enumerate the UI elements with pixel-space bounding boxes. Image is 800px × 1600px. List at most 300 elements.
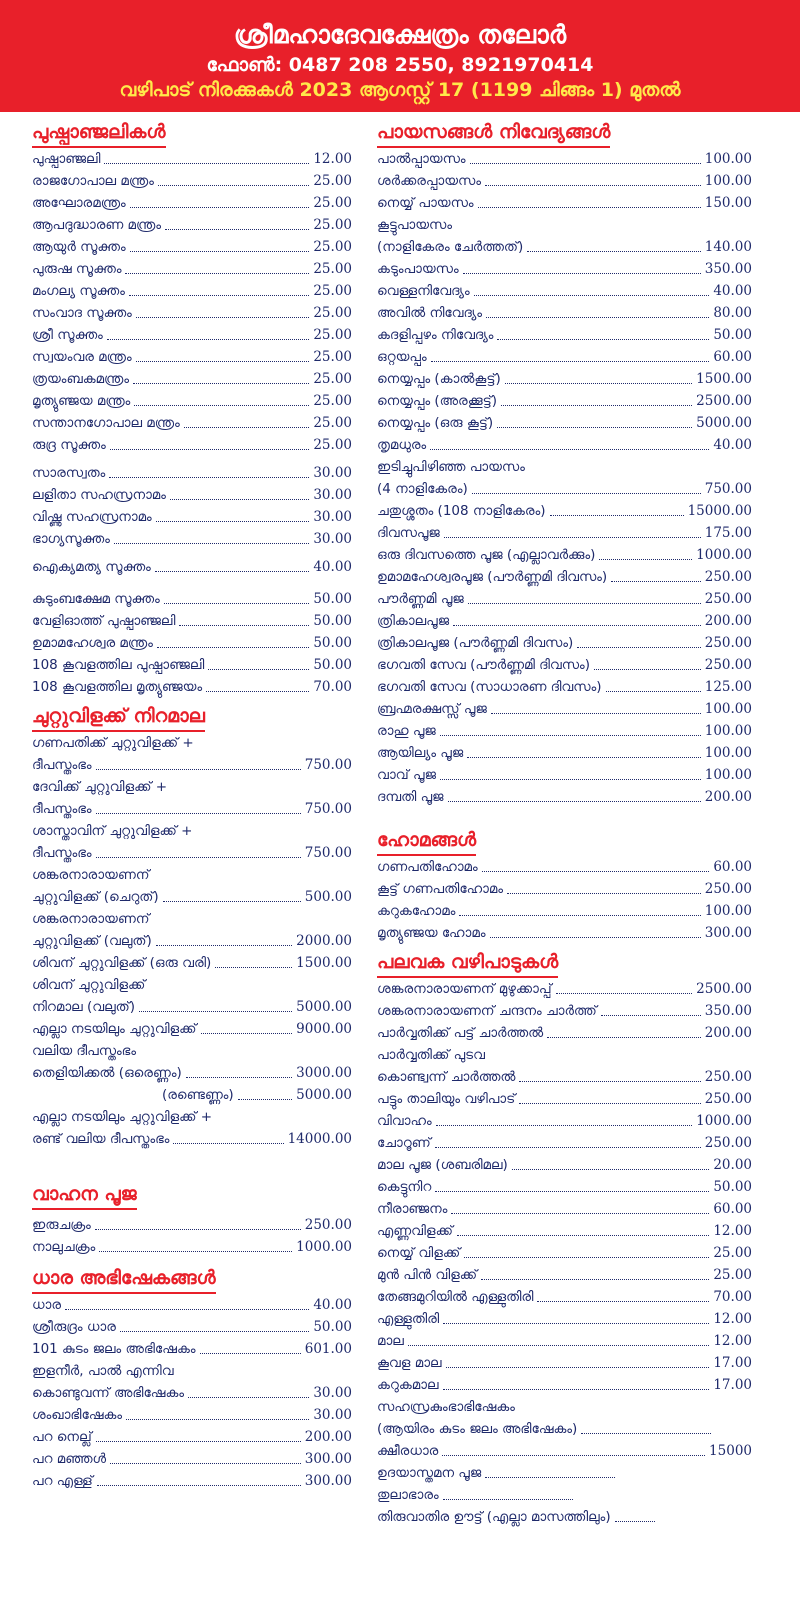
- price-row: [32, 146, 352, 168]
- item-label: ലളിതാ സഹസ്രനാമം: [32, 487, 166, 503]
- item-label: എണ്ണവിളക്ക്: [377, 1223, 453, 1239]
- item-price: 25.00: [313, 195, 352, 211]
- price-row: [377, 674, 752, 696]
- item-label: കറുകഹോമം: [377, 903, 456, 919]
- item-price: 30.00: [313, 465, 352, 481]
- item-price: 25.00: [313, 305, 352, 321]
- price-row: [377, 1020, 752, 1042]
- price-row: [32, 1292, 352, 1314]
- item-price: 750.00: [304, 757, 352, 773]
- item-line: [32, 972, 352, 994]
- item-price: 17.00: [713, 1377, 752, 1393]
- item-label: മൃത്യുഞ്ജയ മന്ത്രം: [32, 393, 131, 409]
- item-label: തേങ്ങമുറിയിൽ എള്ളുതിരി: [377, 1289, 534, 1305]
- item-label: കദളിപ്പഴം നിവേദ്യം: [377, 327, 494, 343]
- dot-leader: [512, 1169, 710, 1170]
- item-label: ഇടിച്ചുപിഴിഞ്ഞ പായസം: [377, 459, 525, 475]
- dot-leader: [519, 1081, 700, 1082]
- dot-leader: [114, 543, 309, 544]
- item-price: 1000.00: [296, 1239, 352, 1255]
- dot-leader: [201, 1033, 293, 1034]
- item-label: ചുറ്റുവിളക്ക് (വലുത്): [32, 933, 152, 949]
- item-price: 40.00: [313, 559, 352, 575]
- item-line: [32, 1358, 352, 1380]
- item-label: നെയ്യപ്പം (അരക്കൂട്ട്): [377, 393, 497, 409]
- item-line: [377, 1394, 752, 1416]
- item-price: 15000: [709, 1443, 752, 1459]
- item-label: ഉമാമഹേശ്വര മന്ത്രം: [32, 635, 153, 651]
- item-price: 25.00: [313, 239, 352, 255]
- item-label: വാവ് പൂജ: [377, 767, 436, 783]
- item-price: 250.00: [704, 591, 752, 607]
- dot-leader: [96, 857, 301, 858]
- item-price: 250.00: [304, 1217, 352, 1233]
- item-price: 350.00: [704, 1003, 752, 1019]
- price-row: [377, 1328, 752, 1350]
- dot-leader: [444, 537, 701, 538]
- dot-leader: [157, 647, 309, 648]
- item-label: ചതുശ്ശതം (108 നാളികേരം): [377, 503, 546, 519]
- item-price: 300.00: [304, 1451, 352, 1467]
- item-label: മംഗല്യ സൂക്തം: [32, 283, 125, 299]
- dot-leader: [129, 295, 309, 296]
- item-price: 12.00: [713, 1311, 752, 1327]
- item-price: 175.00: [704, 525, 752, 541]
- item-label: ദീപസ്തംഭം: [32, 801, 92, 817]
- price-row: [377, 976, 752, 998]
- item-label: ഇളനീർ, പാൽ എന്നിവ: [32, 1363, 174, 1379]
- item-label: ശ്രീ സൂക്തം: [32, 327, 103, 343]
- item-line: [32, 862, 352, 884]
- price-row: [377, 234, 752, 256]
- item-label: പൗർണ്ണമി പൂജ: [377, 591, 464, 607]
- item-label: മൃത്യുഞ്ജയ ഹോമം: [377, 925, 486, 941]
- dot-leader: [446, 1367, 710, 1368]
- price-row: [377, 1218, 752, 1240]
- item-label: നെയ്യ് വിളക്ക്: [377, 1245, 461, 1261]
- item-label: ഒറ്റയപ്പം: [377, 349, 427, 365]
- dot-leader: [186, 1077, 292, 1078]
- item-label: ദമ്പതി പൂജ: [377, 789, 444, 805]
- item-line: [32, 774, 352, 796]
- price-row: [32, 652, 352, 674]
- item-price: 25.00: [313, 349, 352, 365]
- item-price: 40.00: [713, 283, 752, 299]
- item-price: 12.00: [713, 1333, 752, 1349]
- dot-leader: [497, 339, 709, 340]
- price-row: [32, 928, 352, 950]
- dot-leader: [464, 1257, 709, 1258]
- price-row: [377, 1130, 752, 1152]
- price-row: [377, 608, 752, 630]
- dot-leader: [436, 1125, 693, 1126]
- price-row: [32, 1446, 352, 1468]
- item-price: 9000.00: [296, 1021, 352, 1037]
- item-label: ആയില്യം പൂജ: [377, 745, 464, 761]
- dot-leader: [463, 273, 701, 274]
- dot-leader: [173, 1143, 283, 1144]
- dot-leader: [179, 625, 309, 626]
- item-label: തെളിയിക്കൽ (ഒരെണ്ണം): [32, 1065, 182, 1081]
- item-label: മുൻ പിൻ വിളക്ക്: [377, 1267, 478, 1283]
- item-price: 250.00: [704, 1135, 752, 1151]
- dot-leader: [474, 295, 710, 296]
- price-row: [377, 1196, 752, 1218]
- price-row: [377, 1152, 752, 1174]
- item-label: വിവാഹം: [377, 1113, 432, 1129]
- item-price: 100.00: [704, 767, 752, 783]
- item-label: തിരുവാതിര ഊട്ട് (എല്ലാ മാസത്തിലും): [377, 1509, 611, 1525]
- item-price: 300.00: [304, 1473, 352, 1489]
- item-label: സംവാദ സൂക്തം: [32, 305, 132, 321]
- item-price: 601.00: [304, 1341, 352, 1357]
- item-label: പാർവ്വതിക്ക് പട്ട് ചാർത്തൽ: [377, 1025, 544, 1041]
- price-row: [377, 190, 752, 212]
- price-row: [32, 190, 352, 212]
- item-price: 60.00: [713, 859, 752, 875]
- price-row: [377, 410, 752, 432]
- price-row: [377, 300, 752, 322]
- item-price: 25.00: [713, 1245, 752, 1261]
- dot-leader: [99, 1251, 292, 1252]
- dot-leader: [440, 735, 701, 736]
- item-price: 40.00: [313, 1297, 352, 1313]
- price-row: [32, 1380, 352, 1402]
- item-price: 200.00: [704, 613, 752, 629]
- dot-leader: [96, 813, 301, 814]
- item-label: ഭാഗ്യസൂക്തം: [32, 531, 110, 547]
- dot-leader: [581, 1433, 711, 1434]
- dot-leader: [215, 967, 292, 968]
- price-row: [377, 1086, 752, 1108]
- dot-leader: [467, 757, 701, 758]
- item-price: 30.00: [313, 1407, 352, 1423]
- price-row: [32, 256, 352, 278]
- item-line: [377, 212, 752, 234]
- item-price: 70.00: [713, 1289, 752, 1305]
- item-price: 25.00: [313, 261, 352, 277]
- price-row: [32, 586, 352, 608]
- price-row: [32, 1082, 352, 1104]
- dot-leader: [550, 515, 684, 516]
- price-row: [377, 876, 752, 898]
- dot-leader: [505, 383, 692, 384]
- item-price: 25.00: [313, 283, 352, 299]
- item-price: 250.00: [704, 657, 752, 673]
- item-price: 200.00: [704, 1025, 752, 1041]
- price-row: [32, 1212, 352, 1234]
- item-label: സാരസ്വതം: [32, 465, 106, 481]
- item-price: 250.00: [704, 635, 752, 651]
- item-label: എല്ലാ നടയിലും ചുറ്റുവിളക്ക് +: [32, 1109, 213, 1125]
- price-row: [32, 1314, 352, 1336]
- item-label: കടുംപായസം: [377, 261, 459, 277]
- item-label: സന്താനഗോപാല മന്ത്രം: [32, 415, 180, 431]
- dot-leader: [156, 521, 310, 522]
- phone-line: ഫോൺ: 0487 208 2550, 8921970414: [206, 54, 594, 76]
- price-row: [32, 1234, 352, 1256]
- dot-leader: [537, 1301, 709, 1302]
- item-price: 1500.00: [296, 955, 352, 971]
- item-label: പാൽപ്പായസം: [377, 151, 466, 167]
- section-heading: വാഹന പൂജ: [32, 1182, 137, 1210]
- price-row: [377, 388, 752, 410]
- price-row: [377, 652, 752, 674]
- price-row: [32, 482, 352, 504]
- item-label: കൊണ്ടുവന്ന് അഭിഷേകം: [32, 1385, 185, 1401]
- item-price: 15000.00: [687, 503, 752, 519]
- price-row: [32, 1060, 352, 1082]
- price-row: [32, 344, 352, 366]
- price-row: [377, 586, 752, 608]
- dot-leader: [134, 405, 309, 406]
- dot-leader: [443, 1389, 710, 1390]
- item-price: 2000.00: [296, 933, 352, 949]
- price-row: [377, 1372, 752, 1394]
- item-price: 100.00: [704, 745, 752, 761]
- item-label: ഉദയാസ്തമന പൂജ: [377, 1465, 482, 1481]
- item-price: 3000.00: [296, 1065, 352, 1081]
- dot-leader: [130, 207, 310, 208]
- item-price: 25.00: [313, 217, 352, 233]
- item-label: ത്രയംബകമന്ത്രം: [32, 371, 130, 387]
- item-label: രാഹു പൂജ: [377, 723, 436, 739]
- item-price: 5000.00: [296, 1087, 352, 1103]
- item-price: 25.00: [313, 393, 352, 409]
- item-price: 60.00: [713, 1201, 752, 1217]
- item-price: 50.00: [313, 1319, 352, 1335]
- price-row: [377, 1108, 752, 1130]
- price-row: [377, 366, 752, 388]
- dot-leader: [126, 1419, 309, 1420]
- item-price: 2500.00: [696, 393, 752, 409]
- item-label: (ആയിരം കുടം ജലം അഭിഷേകം): [377, 1421, 578, 1437]
- price-row: [377, 1482, 752, 1504]
- item-line: [32, 818, 352, 840]
- item-label: രുദ്ര സൂക്തം: [32, 437, 106, 453]
- dot-leader: [238, 1099, 292, 1100]
- price-row: [377, 344, 752, 366]
- price-row: [377, 1416, 752, 1438]
- dot-leader: [97, 1485, 301, 1486]
- price-row: [32, 234, 352, 256]
- item-price: 100.00: [704, 903, 752, 919]
- item-label: വലിയ ദീപസ്തംഭം: [32, 1043, 137, 1059]
- price-row: [32, 994, 352, 1016]
- item-price: 140.00: [704, 239, 752, 255]
- price-row: [377, 1174, 752, 1196]
- price-row: [377, 498, 752, 520]
- item-label: പുരുഷ സൂക്തം: [32, 261, 122, 277]
- price-row: [377, 432, 752, 454]
- dot-leader: [435, 1147, 701, 1148]
- price-row: [377, 1306, 752, 1328]
- dot-leader: [120, 1331, 309, 1332]
- item-label: ദിവസപൂജ: [377, 525, 440, 541]
- price-row: [32, 300, 352, 322]
- item-price: 250.00: [704, 881, 752, 897]
- dot-leader: [164, 603, 310, 604]
- item-label: ശ്രീരുദ്രം ധാര: [32, 1319, 116, 1335]
- price-row: [32, 752, 352, 774]
- price-row: [32, 366, 352, 388]
- item-label: (നാളികേരം ചേർത്തത്): [377, 239, 524, 255]
- dot-leader: [468, 603, 701, 604]
- price-row: [32, 278, 352, 300]
- dot-leader: [547, 1037, 701, 1038]
- price-row: [377, 1284, 752, 1306]
- dot-leader: [163, 901, 301, 902]
- dot-leader: [485, 185, 701, 186]
- item-label: കൂട്ട് ഗണപതിഹോമം: [377, 881, 504, 897]
- item-price: 250.00: [704, 1069, 752, 1085]
- price-row: [377, 718, 752, 740]
- item-price: 17.00: [713, 1355, 752, 1371]
- price-row: [32, 950, 352, 972]
- item-label: നാലുചക്രം: [32, 1239, 96, 1255]
- item-label: വെള്ളനിവേദ്യം: [377, 283, 470, 299]
- price-row: [377, 998, 752, 1020]
- price-row: [32, 526, 352, 548]
- item-line: [32, 1038, 352, 1060]
- item-label: കുടുംബക്ഷേമ സൂക്തം: [32, 591, 160, 607]
- item-label: പറ മഞ്ഞൾ: [32, 1451, 107, 1467]
- dot-leader: [459, 915, 700, 916]
- item-label: ചോറൂണ്: [377, 1135, 431, 1151]
- dot-leader: [577, 647, 700, 648]
- item-label: ത്രികാലപൂജ: [377, 613, 450, 629]
- item-label: കൊണ്ട്വന്ന് ചാർത്തൽ: [377, 1069, 516, 1085]
- item-price: 100.00: [704, 701, 752, 717]
- item-price: 50.00: [313, 591, 352, 607]
- dot-leader: [155, 571, 310, 572]
- dot-leader: [435, 1191, 709, 1192]
- price-row: [377, 920, 752, 942]
- item-label: കൂട്ടുപായസം: [377, 217, 452, 233]
- item-price: 1500.00: [696, 371, 752, 387]
- price-row: [377, 476, 752, 498]
- price-row: [377, 542, 752, 564]
- item-label: ശിവന് ചുറ്റുവിളക്ക് (ഒരു വരി): [32, 955, 212, 971]
- dot-leader: [136, 317, 310, 318]
- dot-leader: [443, 1499, 573, 1500]
- price-row: [377, 278, 752, 300]
- item-price: 1000.00: [696, 1113, 752, 1129]
- item-label: ദേവിക്ക് ചുറ്റുവിളക്ക് +: [32, 779, 168, 795]
- item-price: 100.00: [704, 173, 752, 189]
- item-label: ദീപസ്തംഭം: [32, 757, 92, 773]
- price-row: [377, 322, 752, 344]
- item-price: 150.00: [704, 195, 752, 211]
- price-row: [32, 884, 352, 906]
- price-row: [377, 784, 752, 806]
- price-row: [377, 762, 752, 784]
- item-price: 300.00: [704, 925, 752, 941]
- item-label: ക്ഷീരധാര: [377, 1443, 439, 1459]
- item-price: 14000.00: [287, 1131, 352, 1147]
- dot-leader: [96, 1441, 301, 1442]
- item-label: ശങ്കരനാരായണന്: [32, 911, 150, 927]
- item-label: കറുകമാല: [377, 1377, 439, 1393]
- price-row: [377, 1262, 752, 1284]
- price-row: [32, 432, 352, 454]
- item-price: 30.00: [313, 487, 352, 503]
- dot-leader: [611, 581, 701, 582]
- item-label: സ്വയംവര മന്ത്രം: [32, 349, 132, 365]
- item-price: 80.00: [713, 305, 752, 321]
- dot-leader: [107, 339, 310, 340]
- item-label: ചുറ്റുവിളക്ക് (ചെറുത്): [32, 889, 159, 905]
- section-heading: പായസങ്ങൾ നിവേദ്യങ്ങൾ: [377, 120, 610, 148]
- dot-leader: [156, 945, 292, 946]
- dot-leader: [470, 163, 701, 164]
- item-price: 200.00: [704, 789, 752, 805]
- price-row: [377, 898, 752, 920]
- price-row: [32, 630, 352, 652]
- item-label: കൂവള മാല: [377, 1355, 442, 1371]
- item-label: എള്ളുതിരി: [377, 1311, 440, 1327]
- dot-leader: [490, 937, 701, 938]
- dot-leader: [527, 251, 700, 252]
- item-price: 40.00: [713, 437, 752, 453]
- item-label: വിഷ്ണു സഹസ്രനാമം: [32, 509, 152, 525]
- item-price: 750.00: [704, 481, 752, 497]
- dot-leader: [104, 163, 309, 164]
- item-price: 1000.00: [696, 547, 752, 563]
- item-price: 50.00: [313, 635, 352, 651]
- item-price: 750.00: [304, 801, 352, 817]
- item-price: 2500.00: [696, 981, 752, 997]
- item-label: സഹസ്രകുംഭാഭിഷേകം: [377, 1399, 515, 1415]
- dot-leader: [65, 1309, 309, 1310]
- dot-leader: [125, 273, 309, 274]
- item-price: 5000.00: [696, 415, 752, 431]
- item-price: 50.00: [713, 1179, 752, 1195]
- item-label: മാല പൂജ (ശബരിമല): [377, 1157, 508, 1173]
- item-price: 50.00: [713, 327, 752, 343]
- dot-leader: [110, 1463, 301, 1464]
- item-price: 12.00: [713, 1223, 752, 1239]
- item-price: 30.00: [313, 1385, 352, 1401]
- price-row: [377, 696, 752, 718]
- item-label: ധാര: [32, 1297, 62, 1313]
- item-label: വേളിഓത്ത് പുഷ്പാഞ്ജലി: [32, 613, 176, 629]
- item-price: 250.00: [704, 569, 752, 585]
- price-row: [377, 168, 752, 190]
- price-row: [32, 212, 352, 234]
- section-heading: ധാര അഭിഷേകങ്ങൾ: [32, 1266, 216, 1294]
- item-label: ഐക്യമത്യ സൂക്തം: [32, 559, 151, 575]
- item-label: രണ്ട് വലിയ ദീപസ്തംഭം: [32, 1131, 170, 1147]
- price-row: [32, 1336, 352, 1358]
- item-label: രാജഗോപാല മന്ത്രം: [32, 173, 154, 189]
- dot-leader: [206, 691, 309, 692]
- dot-leader: [556, 993, 693, 994]
- price-row: [377, 1350, 752, 1372]
- item-line: [32, 730, 352, 752]
- dot-leader: [497, 427, 692, 428]
- price-row: [377, 1064, 752, 1086]
- dot-leader: [486, 317, 709, 318]
- item-label: ഗണപതിക്ക് ചുറ്റുവിളക്ക് +: [32, 735, 194, 751]
- price-row: [377, 1438, 752, 1460]
- item-label: എല്ലാ നടയിലും ചുറ്റുവിളക്ക്: [32, 1021, 197, 1037]
- item-label: ശങ്കരനാരായണന് ചന്ദനം ചാർത്ത്: [377, 1003, 597, 1019]
- price-row: [32, 322, 352, 344]
- dot-leader: [453, 625, 701, 626]
- dot-leader: [482, 871, 710, 872]
- item-label: നെയ്യപ്പം (ഒരു കൂട്ട്): [377, 415, 494, 431]
